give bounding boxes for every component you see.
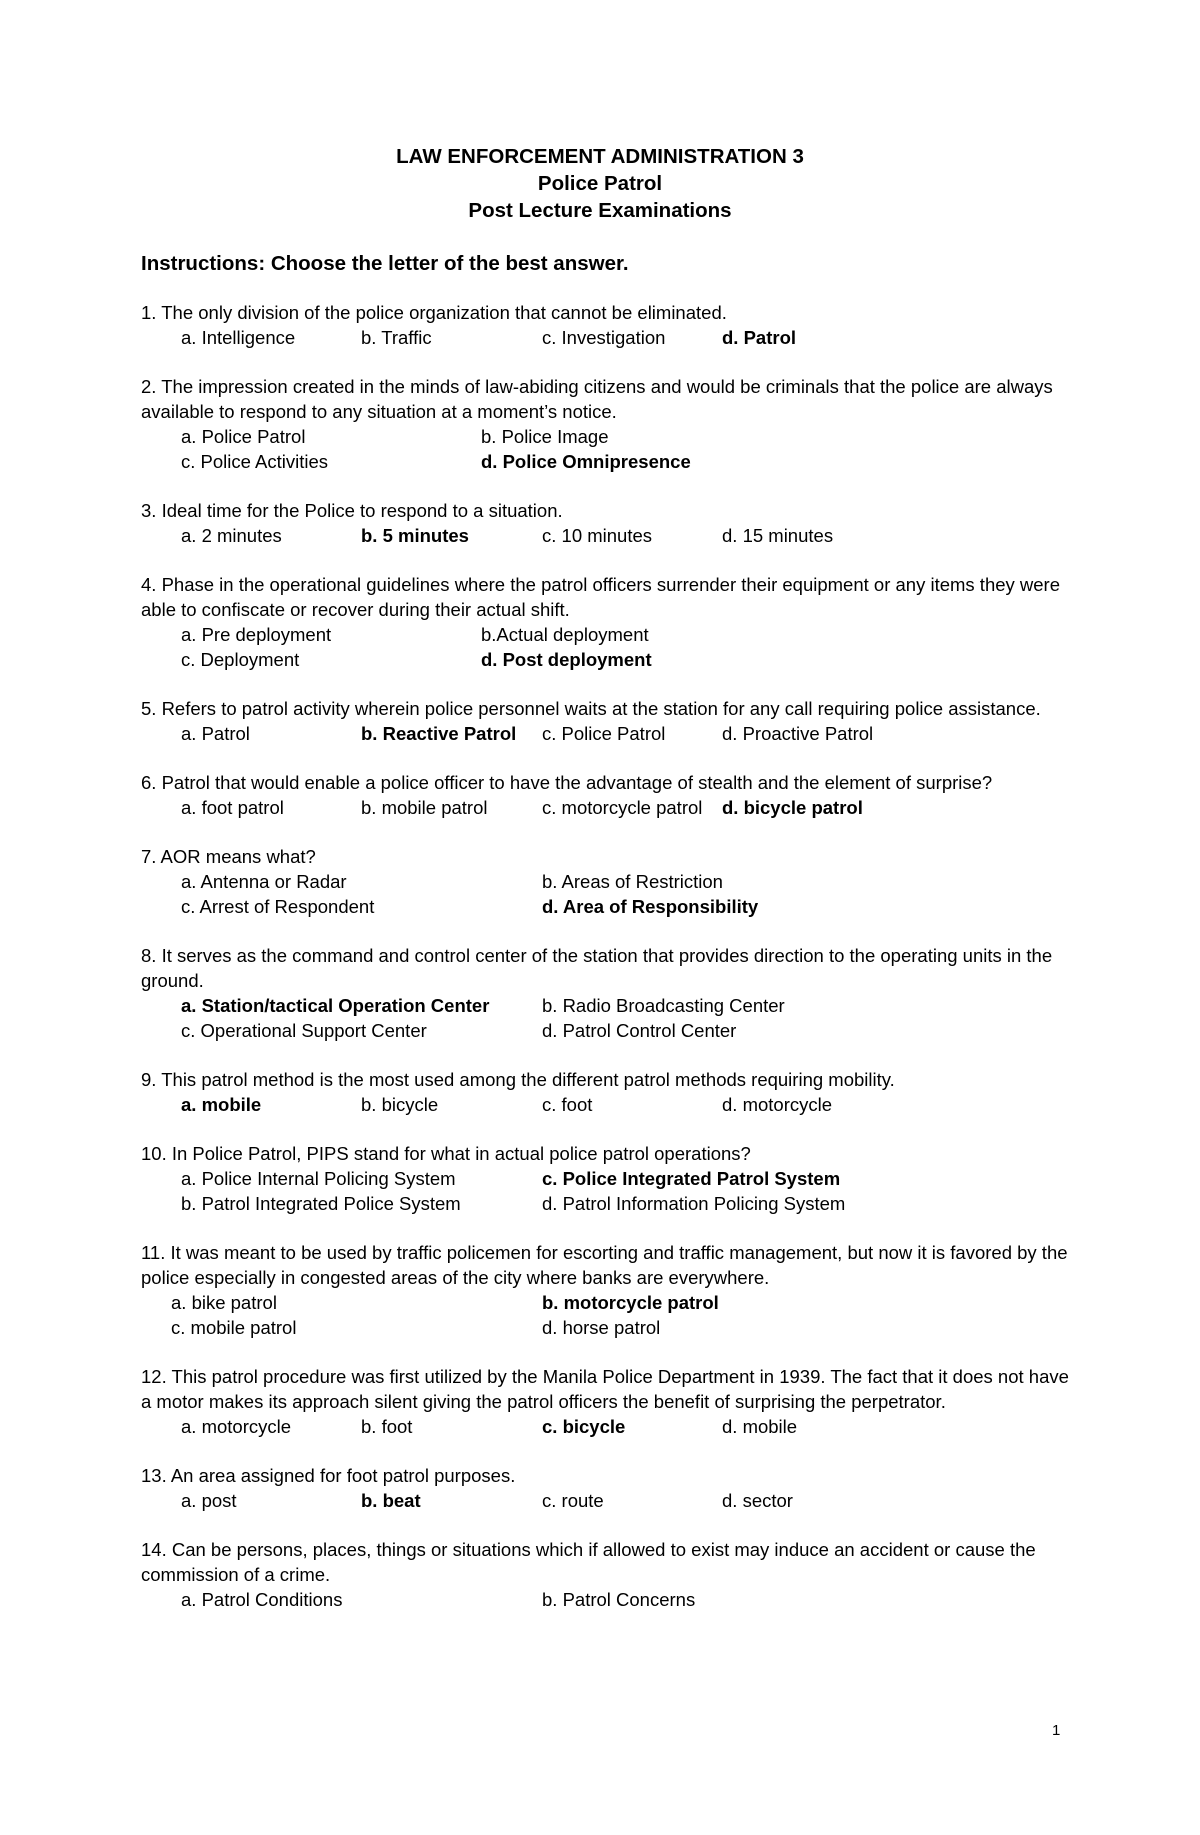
answer-option: c. Deployment bbox=[181, 649, 300, 670]
answer-option: d. Patrol Information Policing System bbox=[542, 1193, 846, 1214]
answer-option: d. Patrol Control Center bbox=[542, 1020, 737, 1041]
option-row bbox=[141, 869, 1081, 894]
answer-option: b. mobile patrol bbox=[361, 797, 488, 818]
answer-option-correct: a. mobile bbox=[181, 1094, 262, 1115]
answer-option: c. motorcycle patrol bbox=[542, 797, 703, 818]
answer-option: b. bicycle bbox=[361, 1094, 439, 1115]
answer-option-correct: b. Reactive Patrol bbox=[361, 723, 517, 744]
question-item bbox=[141, 1240, 1081, 1340]
question-stem: 8. It serves as the command and control center of the station that provides direction to the operating units in the ground. bbox=[141, 945, 1053, 991]
question-item bbox=[141, 1067, 1081, 1117]
answer-option: c. route bbox=[542, 1490, 604, 1511]
page-number: 1 bbox=[1052, 1722, 1061, 1739]
answer-option: a. 2 minutes bbox=[181, 525, 282, 546]
answer-option-correct: d. Police Omnipresence bbox=[481, 451, 691, 472]
answer-option: b. Traffic bbox=[361, 327, 432, 348]
question-stem: 5. Refers to patrol activity wherein police personnel waits at the station for any call requiring police assistance. bbox=[141, 698, 1041, 719]
answer-option-correct: b. 5 minutes bbox=[361, 525, 469, 546]
answer-option-correct: d. bicycle patrol bbox=[722, 797, 863, 818]
course-title: LAW ENFORCEMENT ADMINISTRATION 3 bbox=[396, 145, 804, 168]
answer-option: b. Patrol Concerns bbox=[542, 1589, 696, 1610]
answer-option: b. foot bbox=[361, 1416, 413, 1437]
answer-option-correct: b. motorcycle patrol bbox=[542, 1292, 719, 1313]
answer-option: b. Police Image bbox=[481, 426, 609, 447]
answer-option: d. motorcycle bbox=[722, 1094, 833, 1115]
question-item bbox=[141, 572, 1081, 672]
answer-option: c. mobile patrol bbox=[171, 1317, 297, 1338]
answer-option: c. Police Patrol bbox=[542, 723, 666, 744]
instructions: Instructions: Choose the letter of the best answer. bbox=[141, 252, 629, 275]
answer-option: a. Intelligence bbox=[181, 327, 296, 348]
answer-option: b.Actual deployment bbox=[481, 624, 649, 645]
answer-option: a. Police Patrol bbox=[181, 426, 306, 447]
answer-option: a. Patrol bbox=[181, 723, 250, 744]
answer-option: a. foot patrol bbox=[181, 797, 284, 818]
question-stem: 10. In Police Patrol, PIPS stand for what in actual police patrol operations? bbox=[141, 1143, 751, 1164]
option-row bbox=[141, 1488, 1081, 1513]
question-item bbox=[141, 1463, 1081, 1513]
question-stem: 14. Can be persons, places, things or situations which if allowed to exist may induce an accident or cause the commission of a crime. bbox=[141, 1539, 1036, 1585]
question-stem: 11. It was meant to be used by traffic policemen for escorting and traffic management, but now it is favored by the police especially in congested areas of the city where banks are everywhere. bbox=[141, 1242, 1068, 1288]
answer-option-correct: d. Post deployment bbox=[481, 649, 652, 670]
question-item bbox=[141, 498, 1081, 548]
question-item bbox=[141, 696, 1081, 746]
answer-option-correct: a. Station/tactical Operation Center bbox=[181, 995, 490, 1016]
answer-option: a. motorcycle bbox=[181, 1416, 292, 1437]
option-row bbox=[141, 622, 1081, 647]
answer-option: c. Arrest of Respondent bbox=[181, 896, 375, 917]
answer-option: c. Investigation bbox=[542, 327, 666, 348]
answer-option: b. Areas of Restriction bbox=[542, 871, 723, 892]
question-stem: 4. Phase in the operational guidelines where the patrol officers surrender their equipment or any items they were able to confiscate or recover during their actual shift. bbox=[141, 574, 1061, 620]
question-item bbox=[141, 770, 1081, 820]
answer-option: a. Police Internal Policing System bbox=[181, 1168, 456, 1189]
option-row bbox=[141, 993, 1081, 1018]
option-row bbox=[141, 1587, 1081, 1612]
option-row bbox=[141, 1191, 1081, 1216]
answer-option: a. Patrol Conditions bbox=[181, 1589, 343, 1610]
question-stem: 9. This patrol method is the most used among the different patrol methods requiring mobility. bbox=[141, 1069, 895, 1090]
document-header bbox=[0, 143, 1200, 224]
question-stem: 7. AOR means what? bbox=[141, 846, 316, 867]
question-stem: 6. Patrol that would enable a police officer to have the advantage of stealth and the element of surprise? bbox=[141, 772, 993, 793]
question-stem: 13. An area assigned for foot patrol purposes. bbox=[141, 1465, 516, 1486]
answer-option: c. Operational Support Center bbox=[181, 1020, 427, 1041]
answer-option-correct: b. beat bbox=[361, 1490, 421, 1511]
question-item bbox=[141, 300, 1081, 350]
option-row bbox=[141, 449, 1081, 474]
answer-option: a. Pre deployment bbox=[181, 624, 332, 645]
answer-option: d. 15 minutes bbox=[722, 525, 834, 546]
question-stem: 1. The only division of the police organization that cannot be eliminated. bbox=[141, 302, 727, 323]
option-row bbox=[141, 1092, 1081, 1117]
question-item bbox=[141, 374, 1081, 474]
question-item bbox=[141, 943, 1081, 1043]
option-row bbox=[141, 1414, 1081, 1439]
answer-option: c. Police Activities bbox=[181, 451, 329, 472]
question-item bbox=[141, 1141, 1081, 1216]
question-item bbox=[141, 1537, 1081, 1612]
question-stem: 2. The impression created in the minds of law-abiding citizens and would be criminals that the police are always available to respond to any situation at a moment’s notice. bbox=[141, 376, 1053, 422]
answer-option: d. mobile bbox=[722, 1416, 798, 1437]
answer-option: c. foot bbox=[542, 1094, 593, 1115]
option-row bbox=[141, 424, 1081, 449]
option-row bbox=[141, 894, 1081, 919]
exam-title: Post Lecture Examinations bbox=[468, 199, 732, 222]
answer-option: d. Proactive Patrol bbox=[722, 723, 874, 744]
option-row bbox=[141, 795, 1081, 820]
answer-option-correct: d. Area of Responsibility bbox=[542, 896, 759, 917]
option-row bbox=[141, 1166, 1081, 1191]
option-row bbox=[141, 1315, 1081, 1340]
answer-option: a. post bbox=[181, 1490, 237, 1511]
answer-option-correct: d. Patrol bbox=[722, 327, 797, 348]
answer-option: d. sector bbox=[722, 1490, 793, 1511]
option-row bbox=[141, 721, 1081, 746]
question-stem: 3. Ideal time for the Police to respond to a situation. bbox=[141, 500, 563, 521]
answer-option: b. Radio Broadcasting Center bbox=[542, 995, 785, 1016]
option-row bbox=[141, 1018, 1081, 1043]
question-item bbox=[141, 1364, 1081, 1439]
option-row bbox=[141, 647, 1081, 672]
question-list bbox=[141, 300, 1081, 1636]
answer-option-correct: c. Police Integrated Patrol System bbox=[542, 1168, 841, 1189]
question-stem: 12. This patrol procedure was first utilized by the Manila Police Department in 1939. The fact that it does not have a motor makes its approach silent giving the patrol officers the benefit of surprising the perpetrator. bbox=[141, 1366, 1069, 1412]
option-row bbox=[141, 523, 1081, 548]
answer-option: a. bike patrol bbox=[171, 1292, 277, 1313]
answer-option-correct: c. bicycle bbox=[542, 1416, 626, 1437]
option-row bbox=[141, 1290, 1081, 1315]
subject-title: Police Patrol bbox=[537, 172, 663, 195]
answer-option: c. 10 minutes bbox=[542, 525, 653, 546]
question-item bbox=[141, 844, 1081, 919]
answer-option: b. Patrol Integrated Police System bbox=[181, 1193, 461, 1214]
option-row bbox=[141, 325, 1081, 350]
answer-option: d. horse patrol bbox=[542, 1317, 661, 1338]
answer-option: a. Antenna or Radar bbox=[181, 871, 347, 892]
